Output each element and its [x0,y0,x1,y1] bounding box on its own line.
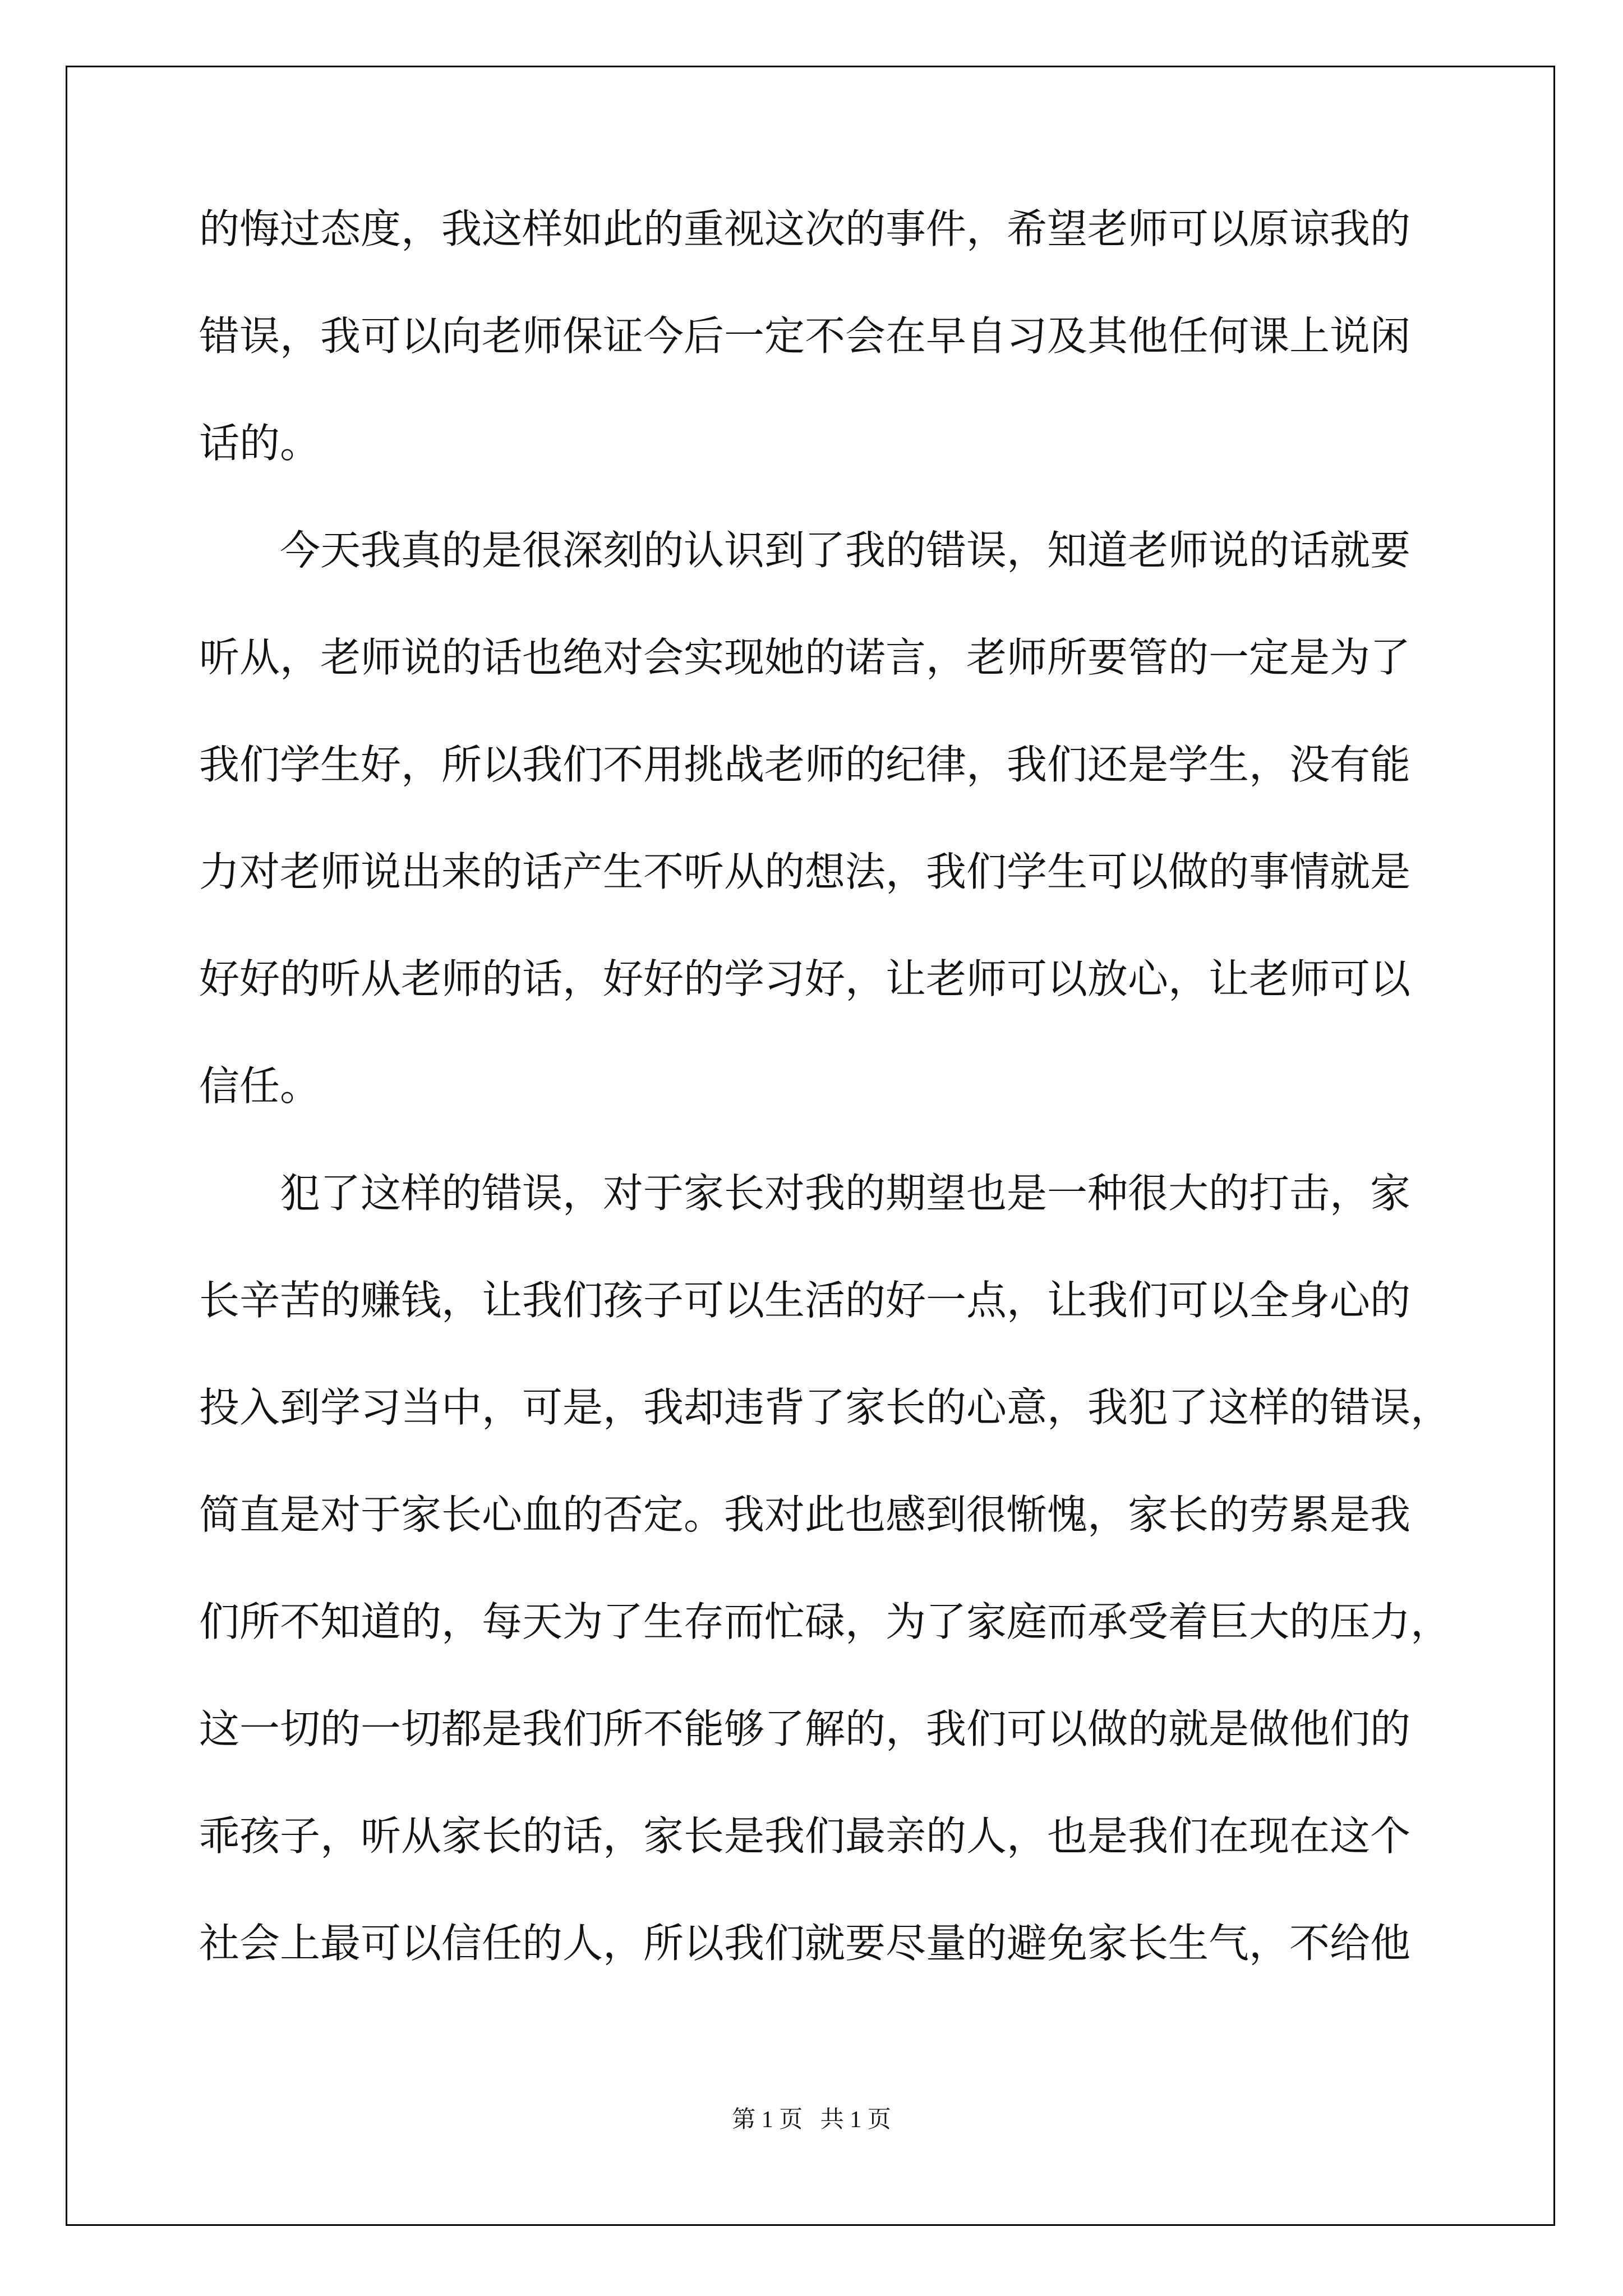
text-line-1: 的悔过态度，我这样如此的重视这次的事件，希望老师可以原谅我的 [199,205,1411,252]
text-line-11: 长辛苦的赚钱，让我们孩子可以生活的好一点，让我们可以全身心的 [199,1277,1411,1324]
text-line-13: 简直是对于家长心血的否定。我对此也感到很惭愧，家长的劳累是我 [199,1491,1411,1538]
text-line-2: 错误，我可以向老师保证今后一定不会在早自习及其他任何课上说闲 [199,312,1411,360]
text-line-7: 力对老师说出来的话产生不听从的想法，我们学生可以做的事情就是 [199,848,1411,895]
text-line-14: 们所不知道的，每天为了生存而忙碌，为了家庭而承受着巨大的压力， [199,1598,1451,1645]
page-footer: 第 1 页 共 1 页 [732,2107,891,2133]
text-line-5: 听从，老师说的话也绝对会实现她的诺言，老师所要管的一定是为了 [199,634,1411,681]
text-line-8: 好好的听从老师的话，好好的学习好，让老师可以放心，让老师可以 [199,955,1411,1002]
text-line-9: 信任。 [199,1062,321,1110]
text-line-12: 投入到学习当中，可是，我却违背了家长的心意，我犯了这样的错误， [199,1384,1451,1431]
text-line-10: 犯了这样的错误，对于家长对我的期望也是一种很大的打击，家 [280,1170,1411,1217]
text-line-6: 我们学生好，所以我们不用挑战老师的纪律，我们还是学生，没有能 [199,741,1411,788]
text-line-4: 今天我真的是很深刻的认识到了我的错误，知道老师说的话就要 [280,527,1411,574]
text-line-17: 社会上最可以信任的人，所以我们就要尽量的避免家长生气，不给他 [199,1920,1411,1967]
text-line-16: 乖孩子，听从家长的话，家长是我们最亲的人，也是我们在现在这个 [199,1812,1411,1860]
text-line-15: 这一切的一切都是我们所不能够了解的，我们可以做的就是做他们的 [199,1705,1411,1752]
text-line-3: 话的。 [199,420,321,467]
document-body [199,205,1451,2030]
